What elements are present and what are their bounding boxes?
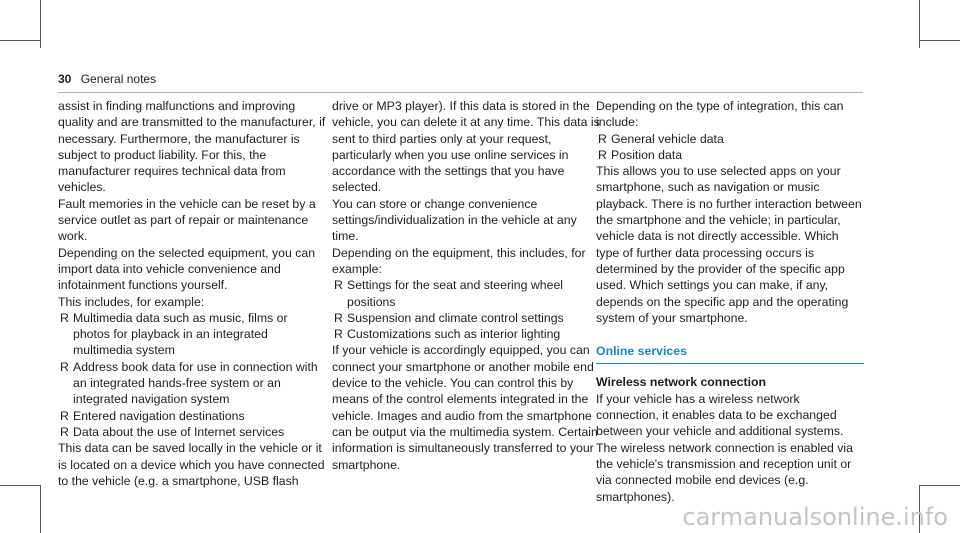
page-header	[58, 72, 156, 86]
list-item	[58, 408, 326, 424]
bullet-marker: R	[60, 359, 69, 374]
column-right	[596, 98, 864, 505]
bullet-marker: R	[598, 147, 607, 162]
header-divider	[58, 92, 863, 93]
list-item	[332, 277, 600, 310]
page-title: General notes	[80, 72, 157, 86]
list-item-text: Data about the use of Internet services	[73, 424, 285, 439]
list-item-text: Multimedia data such as music, films or photos for playback in an integrated multimedia system	[73, 310, 288, 358]
paragraph: This data can be saved locally in the vehicle or it is located on a device which you have connected to the vehicle (e.g. a smartphone, USB flash	[58, 441, 325, 488]
paragraph: This allows you to use selected apps on your smartphone, such as navigation or music playback. There is no further interaction between the smartphone and the vehicle; in particular, vehicle data is not directly accessible. Which type of further data processing occurs is determined by the provider of the specific app used. Which settings you can make, if any, depends on the specific app and the operating system of your smartphone.	[596, 164, 862, 325]
list-item-text: Address book data for use in connection with an integrated hands-free system or an integrated navigation system	[73, 359, 318, 407]
list-item	[58, 359, 326, 408]
crop-mark	[920, 40, 960, 41]
crop-mark	[920, 485, 960, 486]
list-item	[58, 424, 326, 440]
crop-mark	[0, 40, 40, 41]
bullet-list	[596, 131, 864, 164]
bullet-marker: R	[598, 131, 607, 146]
column-middle	[332, 98, 600, 473]
crop-mark	[40, 485, 41, 533]
paragraph: assist in finding malfunctions and improving quality and are transmitted to the manufacturer, if necessary. Furthermore, the manufacturer is subject to product liability. For this, the manufacturer requires technical data from vehicles.	[58, 99, 326, 195]
bullet-marker: R	[334, 327, 343, 342]
bullet-marker: R	[334, 278, 343, 293]
paragraph: Fault memories in the vehicle can be reset by a service outlet as part of repair or maintenance work.	[58, 196, 316, 244]
crop-mark	[0, 485, 40, 486]
list-item-text: Customizations such as interior lighting	[347, 327, 561, 342]
list-item-text: Position data	[611, 147, 683, 162]
bullet-marker: R	[60, 408, 69, 423]
list-item	[332, 326, 600, 342]
list-item-text: Suspension and climate control settings	[347, 310, 564, 325]
paragraph: If your vehicle is accordingly equipped, you can connect your smartphone or another mobile end device to the vehicle. You can control this by means of the control elements integrated in the vehicle. Images and audio from the smartphone can be output via the multimedia system. Certain information is simultaneously transferred to your smartphone.	[332, 343, 598, 472]
list-item	[332, 310, 600, 326]
bullet-list	[332, 277, 600, 342]
paragraph: Depending on the equipment, this includes, for example:	[332, 245, 586, 276]
crop-mark	[40, 0, 41, 48]
bullet-marker: R	[334, 310, 343, 325]
list-item	[596, 131, 864, 147]
paragraph: drive or MP3 player). If this data is stored in the vehicle, you can delete it at any time. This data is sent to third parties only at your request, particularly when you use online services in accordance with the settings that you have selected.	[332, 99, 600, 195]
bullet-marker: R	[60, 424, 69, 439]
paragraph: Depending on the type of integration, this can include:	[596, 99, 844, 130]
column-left	[58, 98, 326, 489]
paragraph: If your vehicle has a wireless network connection, it enables data to be exchanged between your vehicle and additional systems. The wireless network connection is enabled via the vehicle's transmission and reception unit or via connected mobile end devices (e.g. smartphones).	[596, 391, 854, 504]
watermark: carmanualsonline.info	[682, 503, 948, 531]
subheading: Wireless network connection	[596, 375, 767, 390]
bullet-marker: R	[60, 310, 69, 325]
list-item	[58, 310, 326, 359]
list-item-text: General vehicle data	[611, 131, 724, 146]
list-item-text: Entered navigation destinations	[73, 408, 245, 423]
paragraph: Depending on the selected equipment, you can import data into vehicle convenience and infotainment functions yourself.	[58, 245, 316, 293]
section-title: Online services	[596, 343, 864, 364]
page-number: 30	[58, 72, 72, 86]
paragraph: You can store or change convenience settings/individualization in the vehicle at any time.	[332, 196, 577, 244]
paragraph: This includes, for example:	[58, 294, 205, 309]
list-item-text: Settings for the seat and steering wheel positions	[347, 278, 564, 309]
list-item	[596, 147, 864, 163]
bullet-list	[58, 310, 326, 440]
